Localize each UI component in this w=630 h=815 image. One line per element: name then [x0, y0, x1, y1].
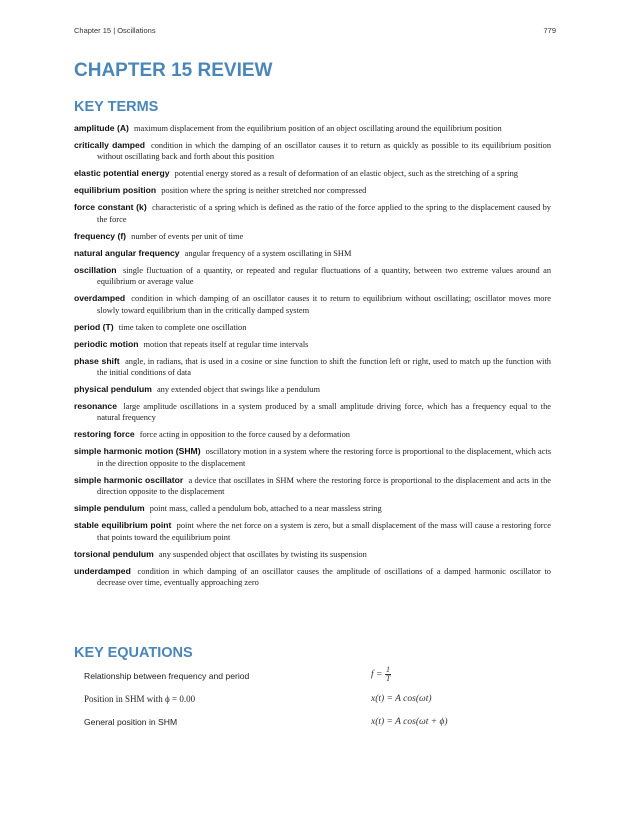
glossary-definition: number of events per unit of time [131, 231, 244, 241]
running-header-chapter: Chapter 15 | Oscillations [74, 26, 156, 35]
key-equations-heading: KEY EQUATIONS [74, 645, 193, 661]
glossary-term: physical pendulum [74, 384, 152, 395]
glossary-definition: single fluctuation of a quantity, or repeated and regular fluctuations of a quantity, between two extreme values around an equilibrium or average value [97, 265, 552, 287]
glossary-definition: position where the spring is neither stretched nor compressed [161, 186, 367, 196]
glossary-definition: motion that repeats itself at regular time intervals [143, 339, 309, 349]
glossary-term: restoring force [74, 429, 135, 440]
glossary-term: resonance [74, 401, 117, 412]
glossary-entry [74, 140, 551, 163]
glossary-entry [74, 549, 551, 560]
glossary-definition: angle, in radians, that is used in a cosine or sine function to shift the function left or right, used to match up the function with the initial conditions of data [97, 356, 551, 378]
glossary-term: force constant (k) [74, 202, 147, 213]
glossary-term: elastic potential energy [74, 168, 170, 179]
glossary-definition: large amplitude oscillations in a system produced by a small amplitude driving force, which has a frequency equal to the natural frequency [97, 402, 551, 423]
glossary-entry [74, 429, 551, 440]
glossary-entry [74, 248, 551, 259]
glossary-entry [74, 231, 551, 242]
glossary-definition: any extended object that swings like a pendulum [156, 385, 320, 395]
glossary-definition: time taken to complete one oscillation [118, 322, 247, 332]
glossary-term: overdamped [74, 293, 126, 304]
glossary-entry [74, 293, 551, 316]
glossary-definition: condition in which the damping of an oscillator causes it to return as quickly as possible to its equilibrium position without oscillating back and forth about this position [97, 141, 552, 162]
glossary-definition: a device that oscillates in SHM where the restoring force is proportional to the displacement and acts in the direction opposite to the displacement [97, 475, 551, 497]
glossary-term: oscillation [74, 264, 117, 275]
glossary-entry [74, 265, 551, 288]
glossary-term: torsional pendulum [74, 548, 154, 559]
glossary-definition: oscillatory motion in a system where the restoring force is proportional to the displacement, which acts in the direction opposite to the displacement [97, 447, 551, 468]
glossary-term: simple pendulum [74, 503, 145, 514]
glossary-entry [74, 123, 551, 134]
equation-lhs: f = [371, 669, 383, 680]
glossary-entry [74, 322, 551, 333]
glossary-entry [74, 446, 551, 469]
glossary-term: simple harmonic motion (SHM) [74, 446, 201, 457]
glossary-term: equilibrium position [74, 185, 157, 196]
glossary-definition: condition in which damping of an oscillator causes it to return to equilibrium without oscillating; oscillator moves more slowly toward equilibrium than in the critically damped system [97, 294, 551, 315]
page-header [74, 26, 556, 35]
glossary-term: period (T) [74, 321, 114, 332]
glossary-entry [74, 185, 551, 196]
glossary-definition: potential energy stored as a result of deformation of an elastic object, such as the stretching of a spring [174, 169, 518, 179]
glossary-term: natural angular frequency [74, 247, 180, 258]
glossary-definition: any suspended object that oscillates by twisting its suspension [158, 549, 367, 559]
glossary-term: amplitude (A) [74, 123, 129, 133]
fraction [385, 666, 391, 683]
glossary-entry [74, 503, 551, 514]
glossary-term: frequency (f) [74, 230, 127, 241]
equation-row [84, 717, 484, 735]
page-number: 779 [543, 26, 556, 35]
fraction-numerator: 1 [386, 665, 391, 674]
key-terms-list [74, 123, 551, 594]
glossary-entry [74, 384, 551, 395]
equation-row [84, 665, 484, 689]
glossary-term: stable equilibrium point [74, 520, 172, 531]
equation-formula: x(t) = A cos(ωt) [371, 694, 432, 704]
glossary-definition: force acting in opposition to the force caused by a deformation [139, 430, 350, 440]
glossary-definition: condition in which damping of an oscillator causes the amplitude of oscillations of a damped harmonic oscillator to decrease over time, eventually approaching zero [97, 566, 551, 588]
equation-label: Position in SHM with ϕ = 0.00 [84, 694, 196, 704]
glossary-definition: maximum displacement from the equilibrium position of an object oscillating around the equilibrium position [134, 124, 502, 133]
equation-label: Relationship between frequency and period [84, 671, 250, 681]
glossary-entry [74, 520, 551, 543]
glossary-entry [74, 566, 551, 589]
equation-formula [371, 666, 391, 683]
fraction-denominator: T [385, 674, 391, 683]
glossary-definition: angular frequency of a system oscillating in SHM [184, 248, 352, 258]
glossary-term: underdamped [74, 565, 131, 576]
glossary-definition: point where the net force on a system is zero, but a small displacement of the mass will cause a restoring force that points toward the equilibrium point [97, 521, 551, 542]
glossary-entry [74, 401, 551, 424]
glossary-term: simple harmonic oscillator [74, 474, 184, 485]
glossary-entry [74, 168, 551, 179]
equation-row [84, 694, 484, 712]
glossary-entry [74, 356, 551, 379]
glossary-entry [74, 475, 551, 498]
key-terms-heading: KEY TERMS [74, 99, 159, 115]
glossary-term: periodic motion [74, 338, 139, 349]
equation-formula: x(t) = A cos(ωt + ϕ) [371, 717, 448, 727]
glossary-entry [74, 339, 551, 350]
glossary-term: critically damped [74, 140, 146, 150]
glossary-entry [74, 202, 551, 225]
glossary-definition: characteristic of a spring which is defined as the ratio of the force applied to the spring to the displacement caused by the force [97, 203, 551, 224]
chapter-title: CHAPTER 15 REVIEW [74, 60, 273, 81]
glossary-definition: point mass, called a pendulum bob, attached to a near massless string [149, 504, 382, 514]
equation-label: General position in SHM [84, 717, 178, 727]
glossary-term: phase shift [74, 355, 120, 366]
